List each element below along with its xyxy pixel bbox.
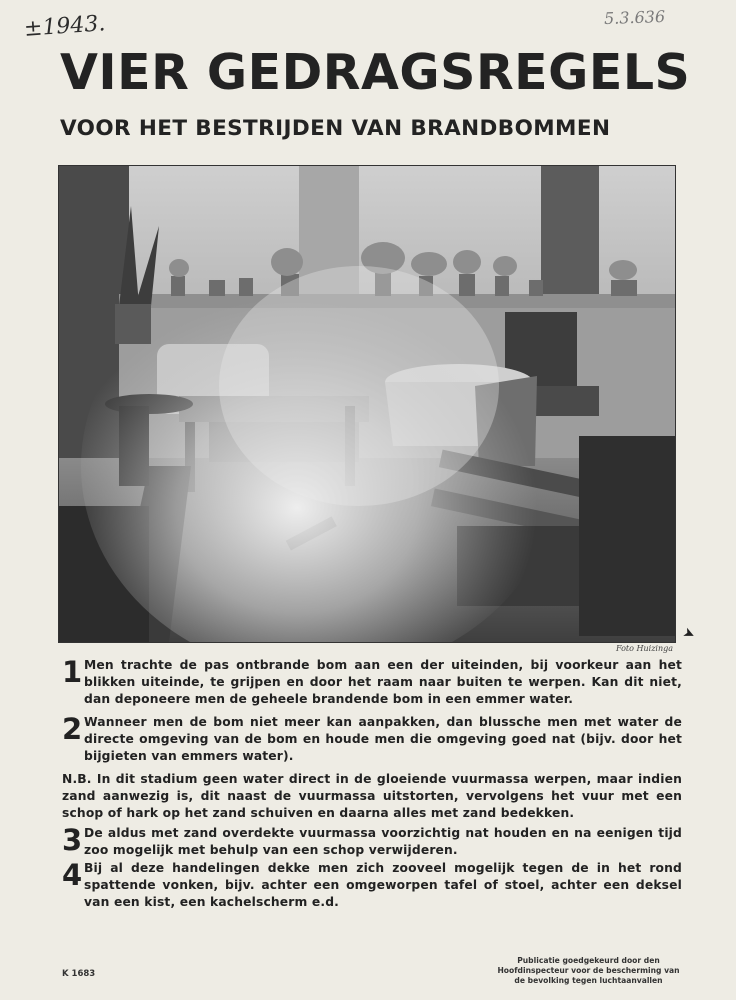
photo-credit: Foto Huizinga (616, 644, 674, 653)
rule-text: Wanneer men de bom niet meer kan aanpakken, dan blussche men met water de directe omgeving van de bom en houde men die omgeving goed nat (bijv. door het bijgieten van emmers water). (84, 715, 682, 763)
rule-item (62, 825, 682, 859)
rule-text: Bij al deze handelingen dekke men zich zooveel mogelijk tegen de in het rond spattende vonken, bijv. achter een omgeworpen tafel of stoel, achter een deksel van een kist, een kachelscherm e.d. (84, 861, 682, 909)
nb-note: N.B. In dit stadium geen water direct in de gloeiende vuurmassa werpen, maar indien zand aanwezig is, dit naast de vuurmassa uitstorten, vervolgens het vuur met een schop of hark op het zand schuiven en daarna alles met zand bedekken. (62, 772, 682, 820)
rule-number: 2 (62, 712, 83, 746)
room-photo (58, 165, 676, 643)
marginal-mark: ➤ (680, 624, 698, 644)
room-photo-illustration (59, 166, 675, 642)
rules-list (62, 657, 682, 911)
rule-item (62, 714, 682, 765)
handwritten-year: ±1943. (23, 11, 107, 42)
rule-item (62, 860, 682, 911)
rule-number: 3 (62, 823, 83, 857)
page-subtitle: VOOR HET BESTRIJDEN VAN BRANDBOMMEN (60, 116, 611, 141)
publication-code: K 1683 (62, 969, 96, 979)
handwritten-archive-code: 5.3.636 (603, 6, 666, 29)
rule-number: 4 (62, 858, 83, 892)
rule-text: Men trachte de pas ontbrande bom aan een der uiteinden, bij voorkeur aan het blikken uiteinde, te grijpen en door het raam naar buiten te werpen. Kan dit niet, dan deponeere men de geheele brandende bom in een emmer water. (84, 658, 682, 706)
approval-note: Publicatie goedgekeurd door den Hoofdinspecteur voor de bescherming van de bevolking tegen luchtaanvallen (497, 956, 680, 985)
rule-item (62, 657, 682, 708)
rule-number: 1 (62, 655, 83, 689)
page-title: VIER GEDRAGSREGELS (60, 44, 691, 101)
rule-text: De aldus met zand overdekte vuurmassa voorzichtig nat houden en na eenigen tijd zoo mogelijk met behulp van een schop verwijderen. (84, 826, 682, 857)
